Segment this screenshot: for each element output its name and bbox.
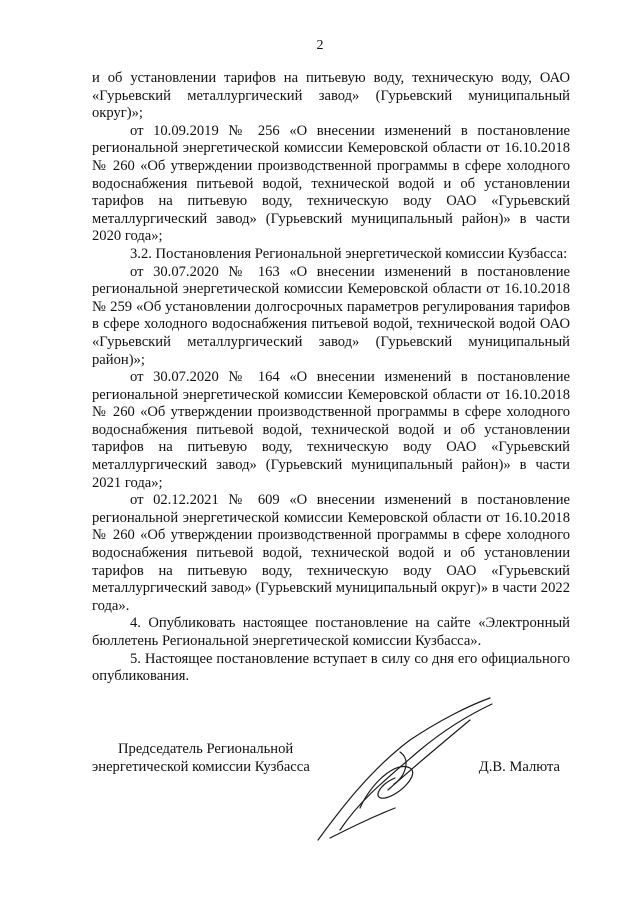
paragraph-item-5: 5. Настоящее постановление вступает в силу со дня его официального опубликования. (92, 650, 570, 685)
signatory-name: Д.В. Малюта (478, 759, 560, 775)
paragraph-section-3-2: 3.2. Постановления Региональной энергетической комиссии Кузбасса: (130, 245, 568, 262)
document-body (92, 70, 570, 686)
paragraph-resolution-256: от 10.09.2019 № 256 «О внесении изменений в постановление региональной энергетической комиссии Кемеровской области от 16.10.2018 № 260 «Об утверждении производственной программы в сфере холодного водоснабжения питьевой водой, технической водой и об установлении тарифов на питьевую воду, техническую воду ОАО «Гурьевский металлургический завод» (Гурьевский муниципальный район)» в части 2020 года»; (92, 122, 570, 245)
signature-block (92, 741, 570, 861)
paragraph-item-4: 4. Опубликовать настоящее постановление на сайте «Электронный бюллетень Региональной энергетической комиссии Кузбасса». (92, 615, 570, 649)
signatory-title-line1: Председатель Региональной (118, 741, 294, 757)
page-number: 2 (316, 38, 324, 53)
paragraph-resolution-164: от 30.07.2020 № 164 «О внесении изменений в постановление региональной энергетической комиссии Кемеровской области от 16.10.2018 № 260 «Об утверждении производственной программы в сфере холодного водоснабжения питьевой водой, технической водой и об установлении тарифов на питьевую воду, техническую воду ОАО «Гурьевский металлургический завод» (Гурьевский муниципальный район)» в части 2021 года»; (92, 369, 570, 491)
paragraph-resolution-609: от 02.12.2021 № 609 «О внесении изменений в постановление региональной энергетической комиссии Кемеровской области от 16.10.2018 № 260 «Об утверждении производственной программы в сфере холодного водоснабжения питьевой водой, технической водой и об установлении тарифов на питьевую воду, техническую воду ОАО «Гурьевский металлургический завод» (Гурьевский муниципальный округ)» в части 2022 года». (92, 492, 570, 614)
paragraph-continuation: и об установлении тарифов на питьевую воду, техническую воду, ОАО «Гурьевский металлургический завод» (Гурьевский муниципальный округ)»; (92, 70, 570, 122)
paragraph-resolution-163: от 30.07.2020 № 163 «О внесении изменений в постановление региональной энергетической комиссии Кемеровской области от 16.10.2018 № 259 «Об установлении долгосрочных параметров регулирования тарифов в сфере холодного водоснабжения питьевой водой, технической водой ОАО «Гурьевский металлургический завод» (Гурьевский муниципальный район)»; (92, 263, 570, 368)
signatory-title-line2: энергетической комиссии Кузбасса (92, 759, 310, 775)
